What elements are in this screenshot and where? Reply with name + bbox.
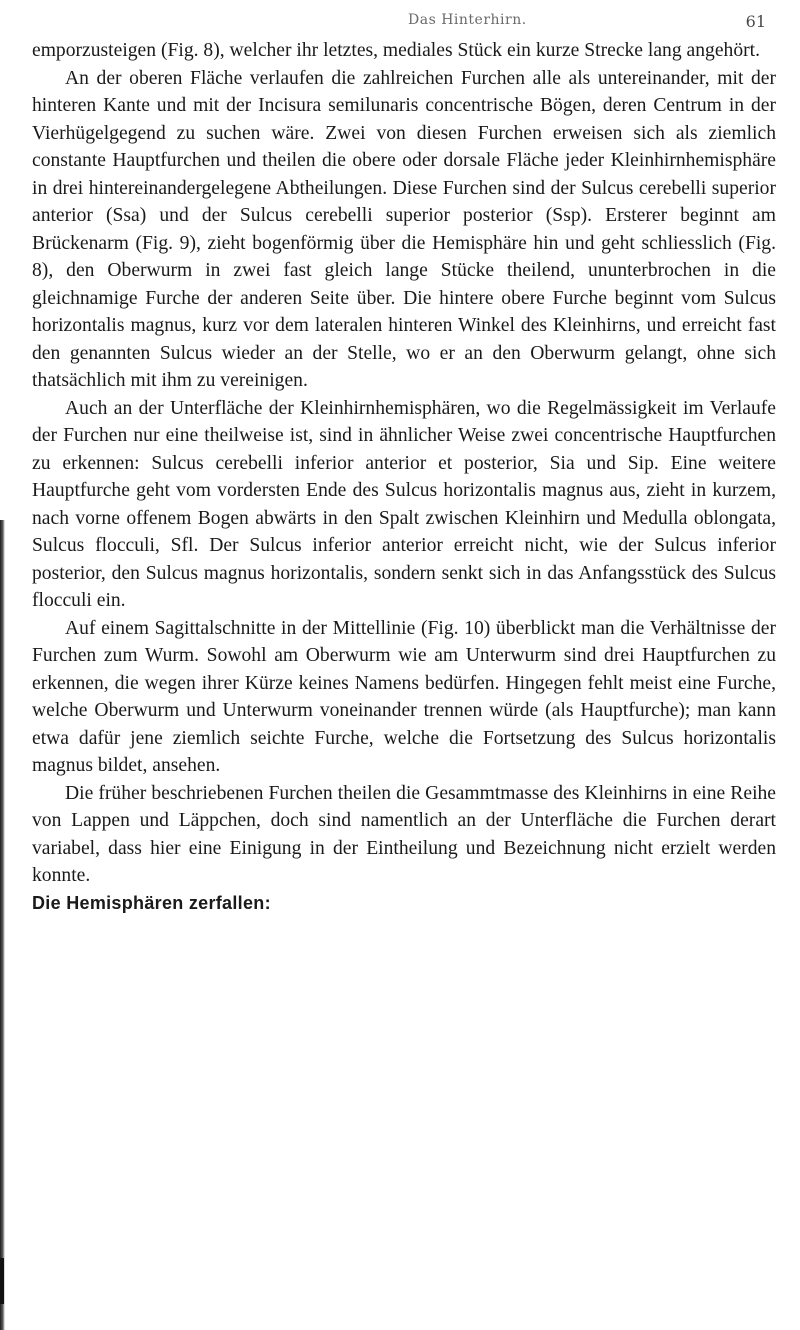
running-title: Das Hinterhirn. xyxy=(408,12,527,28)
paragraph-lobes: Die früher beschriebenen Furchen theilen die Gesammtmasse des Kleinhirns in eine Reihe von Lappen und Läppchen, doch sind namentlich an der Unterfläche die Furchen derart variabel, dass hier eine Einigung in der Eintheilung und Bezeichnung nicht erzielt werden konnte. xyxy=(32,782,776,886)
sub-heading-text: Die Hemisphären zerfallen: xyxy=(32,892,271,913)
page-number: 61 xyxy=(745,12,766,31)
paragraph-sagittal-section: Auf einem Sagittalschnitte in der Mittellinie (Fig. 10) überblickt man die Verhältnisse der Furchen zum Wurm. Sowohl am Oberwurm wie am Unterwurm sind drei Hauptfurchen zu erkennen, die wegen ihrer Kürze keines Namens bedürfen. Hingegen fehlt meist eine Furche, welche Oberwurm und Unterwurm voneinander trennen würde (als Hauptfurche); man kann etwa dafür jene ziemlich seichte Furche, welche die Fortsetzung des Sulcus horizontalis magnus bildet, ansehen. xyxy=(32,617,776,776)
sub-heading xyxy=(32,890,776,918)
page-header xyxy=(0,12,800,36)
paragraph-lower-surface-furrows: Auch an der Unterfläche der Kleinhirnhemisphären, wo die Regelmässigkeit im Verlaufe der Furchen nur eine theilweise ist, sind in ähnlicher Weise zwei concentrische Hauptfurchen zu erkennen: Sulcus cerebelli inferior anterior et posterior, Sia und Sip. Eine weitere Hauptfurche geht vom vordersten Ende des Sulcus horizontalis magnus aus, zieht in kurzem, nach vorne offenem Bogen abwärts in den Spalt zwischen Kleinhirn und Medulla oblongata, Sulcus flocculi, Sfl. Der Sulcus inferior anterior erreicht nicht, wie der Sulcus inferior posterior, den Sulcus magnus horizontalis, sondern senkt sich in das Anfangsstück des Sulcus flocculi ein. xyxy=(32,397,776,611)
page-edge-shadow xyxy=(0,520,5,1330)
paragraph-continuation: emporzusteigen (Fig. 8), welcher ihr letztes, mediales Stück ein kurze Strecke lang angehört. xyxy=(32,40,760,61)
paragraph-upper-surface-furrows: An der oberen Fläche verlaufen die zahlreichen Furchen alle als untereinander, mit der hinteren Kante und mit der Incisura semilunaris concentrische Bögen, deren Centrum in der Vierhügelgegend zu suchen wäre. Zwei von diesen Furchen erweisen sich als ziemlich constante Hauptfurchen und theilen die obere oder dorsale Fläche jeder Kleinhirnhemisphäre in drei hintereinandergelegene Abtheilungen. Diese Furchen sind der Sulcus cerebelli superior anterior (Ssa) und der Sulcus cerebelli superior posterior (Ssp). Ersterer beginnt am Brückenarm (Fig. 9), zieht bogenförmig über die Hemisphäre hin und geht schliesslich (Fig. 8), den Oberwurm in zwei fast gleich lange Stücke theilend, ununterbrochen in die gleichnamige Furche der anderen Seite über. Die hintere obere Furche beginnt vom Sulcus horizontalis magnus, kurz vor dem lateralen hinteren Winkel des Kleinhirns, und erreicht fast den genannten Sulcus wieder an der Stelle, wo er an den Oberwurm gelangt, ohne sich thatsächlich mit ihm zu vereinigen. xyxy=(32,67,776,391)
body-text xyxy=(32,37,776,917)
page-edge-mark xyxy=(0,1258,4,1304)
